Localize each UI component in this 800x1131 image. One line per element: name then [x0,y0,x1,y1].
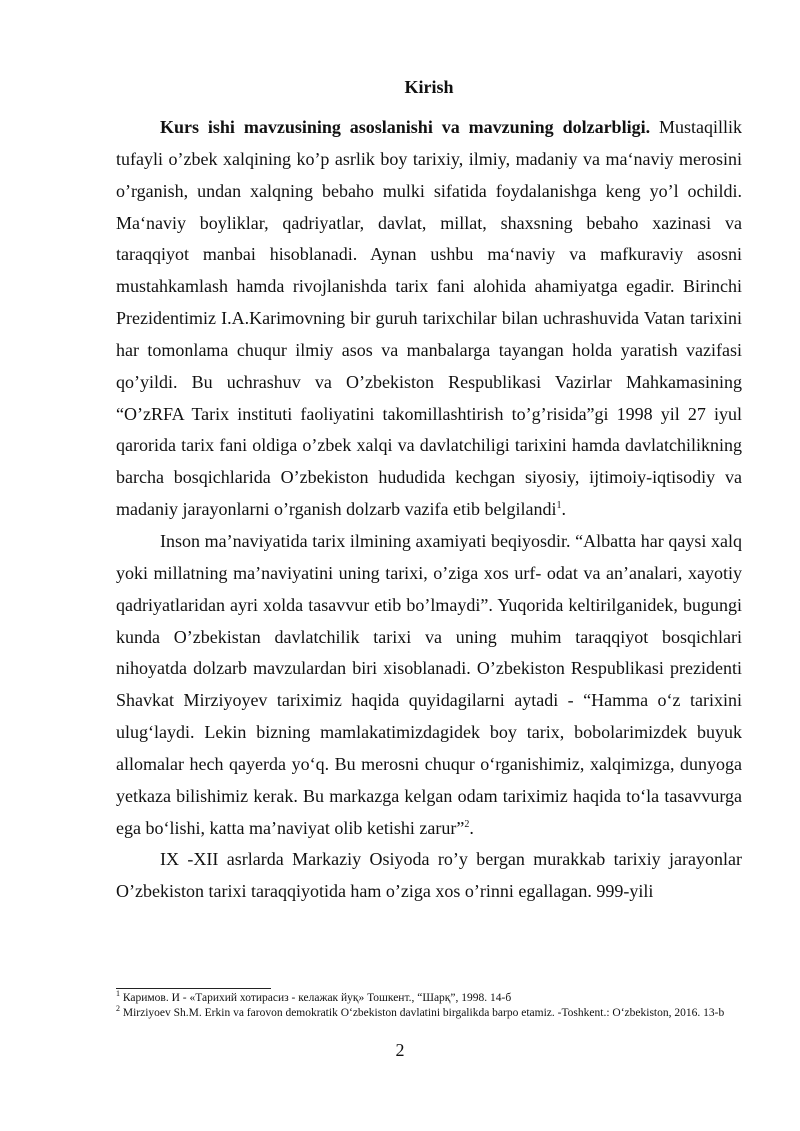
paragraph-lead: Kurs ishi mavzusining asoslanishi va mavzuning dolzarbligi. [160,117,651,137]
footnote-text: Mirziyoev Sh.M. Erkin va farovon demokratik O‘zbekiston davlatini birgalikda barpo etamiz. -Toshkent.: O‘zbekiston, 2016. 13-b [122,1007,725,1019]
paragraph-text: Mustaqillik tufayli o’zbek xalqining ko’p asrlik boy tarixiy, ilmiy, madaniy va ma‘naviy merosini o’rganish, undan xalqning bebaho mulki sifatida foydalanishga keng yo’l ochildi. Ma‘naviy boyliklar, qadriyatlar, davlat, millat, shaxsning bebaho xazinasi va taraqqiyot manbai hisoblanadi. Aynan ushbu ma‘naviy va mafkuraviy asosni mustahkamlash hamda rivojlanishda tarix fani alohida ahamiyatga egadir. Birinchi Prezidentimiz I.A.Karimovning bir guruh tarixchilar bilan uchrashuvida Vatan tarixini har tomonlama chuqur ilmiy asos va manbalarga tayangan holda yaratish vazifasi qo’yildi. Bu uchrashuv va O’zbekiston Respublikasi Vazirlar Mahkamasining “O’zRFA Tarix instituti faoliyatini takomillashtirish to’g’risida”gi 1998 yil 27 iyul qarorida tarix fani oldiga o’zbek xalqi va davlatchiligi tarixini hamda davlatchilikning barcha bosqichlarida O’zbekiston hududida kechgan siyosiy, ijtimoiy-iqtisodiy va madaniy jarayonlarni o’rganish dolzarb vazifa etib belgilandi [116,117,742,520]
page-number: 2 [395,1040,405,1060]
paragraph-tail: . [561,499,567,520]
footnote-divider [116,988,271,989]
paragraph-3 [116,844,742,908]
paragraph-2 [116,526,742,844]
footnote-ref[interactable]: 2 [464,818,470,830]
footnote-text: Каримов. И - «Тарихий хотирасиз - келажак йуқ» Тошкент., “Шарқ”, 1998. 14-б [122,992,512,1004]
footnote-1 [116,991,742,1006]
paragraph-text: IX -XII asrlarda Markaziy Osiyoda ro’y bergan murakkab tarixiy jarayonlar O’zbekiston tarixi taraqqiyotida ham o’ziga xos o’rinni egallagan. 999-yili [116,849,742,902]
footnote-number: 1 [116,989,120,999]
footnote-ref[interactable]: 1 [556,500,562,512]
paragraph-tail: . [469,817,474,838]
footnote-2 [116,1006,742,1021]
footnotes [116,988,742,1021]
section-heading: Kirish [404,77,454,97]
paragraph-1 [116,112,742,526]
main-text [116,70,742,908]
paragraph-text: Inson ma’naviyatida tarix ilmining axamiyati beqiyosdir. “Albatta har qaysi xalq yoki millatning ma’naviyatini uning tarixi, o’ziga xos urf- odat va an’analari, xayotiy qadriyatlaridan ayri xolda tasavvur etib bo’lmaydi”. Yuqorida keltirilganidek, bugungi kunda O’zbekistan davlatchilik tarixi va uning muhim taraqqiyot bosqichlari nihoyatda dolzarb mavzulardan biri xisoblanadi. O’zbekiston Respublikasi prezidenti Shavkat Mirziyoyev tariximiz haqida quyidagilarni aytadi - “Hamma o‘z tarixini ulug‘laydi. Lekin bizning mamlakatimizdagidek boy tarix, bobolarimizdek buyuk allomalar hech qayerda yo‘q. Bu merosni chuqur o‘rganishimiz, xalqimizga, dunyoga yetkaza bilishimiz kerak. Bu markazga kelgan odam tariximiz haqida to‘la tasavvurga ega bo‘lishi, katta ma’naviyat olib ketishi zarur” [116,530,742,838]
footnote-number: 2 [116,1004,120,1014]
